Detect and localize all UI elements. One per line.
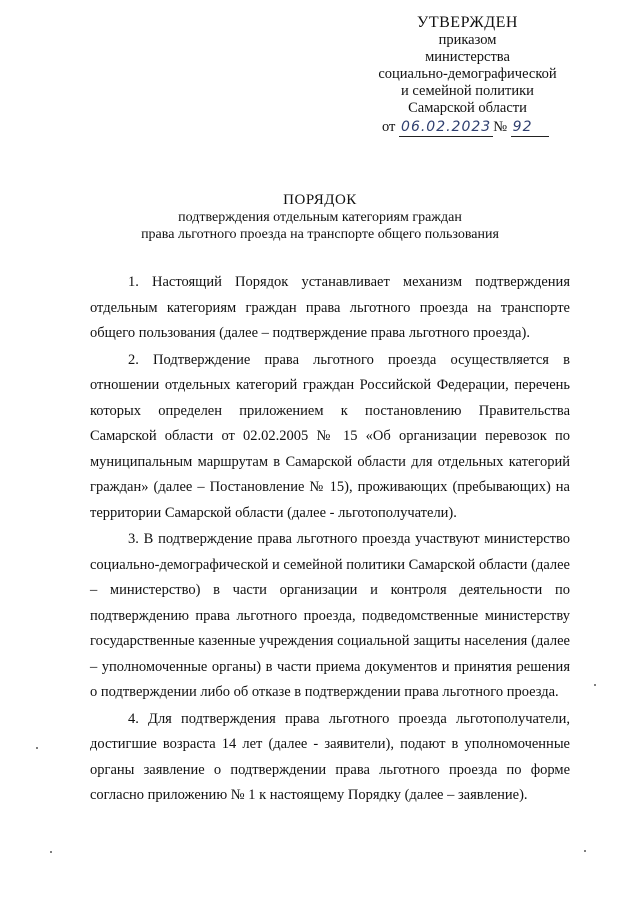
approval-line: социально-демографической [378,66,557,82]
paragraph-4: 4. Для подтверждения права льготного проезда льготополучатели, достигшие возраста 14 лет (далее - заявители), подают в уполномоченные органы заявление о подтверждении права льготного проезда по форме согласно приложению № 1 к настоящему Порядку (далее – заявление). [90,710,570,803]
title-main: ПОРЯДОК [283,192,357,208]
scan-speck [36,747,38,749]
paragraph-2: 2. Подтверждение права льготного проезда осуществляется в отношении отдельных категорий граждан Российской Федерации, перечень которых определен приложением к постановлению Правительства Самарской области от 02.02.2005 № 15 «Об организации перевозок по муниципальным маршрутам в Самарской области для отдельных категорий граждан» (далее – Постановление № 15), проживающих (пребывающих) на территории Самарской области (далее - льготополучатели). [90,351,570,521]
handwritten-date: 06.02.2023 [401,119,492,135]
approval-line: министерства [425,49,510,65]
approval-heading: УТВЕРЖДЕН [417,14,518,31]
document-body [90,270,570,810]
document-title [0,191,640,243]
scan-speck [594,684,596,686]
scan-speck [584,850,586,852]
scan-speck [50,851,52,853]
approval-line: и семейной политики [401,83,534,99]
approval-stamp [360,14,575,137]
approval-line: Самарской области [408,100,527,116]
paragraph-1: 1. Настоящий Порядок устанавливает механизм подтверждения отдельным категориям граждан права льготного проезда на транспорте общего пользования (далее – подтверждение права льготного проезда). [90,274,570,341]
handwritten-number: 92 [511,119,549,137]
number-sign: № [493,119,508,135]
approval-date-line [360,119,575,137]
title-line-1: подтверждения отдельным категориям граждан [178,210,462,225]
date-prefix: от [382,119,396,135]
approval-line: приказом [438,32,497,48]
paragraph-3: 3. В подтверждение права льготного проезда участвуют министерство социально-демографической и семейной политики Самарской области (далее – министерство) в части организации и контроля деятельности по подтверждению права льготного проезда, подведомственные министерству государственные казенные учреждения социальной защиты населения (далее – уполномоченные органы) в части приема документов и принятия решения о подтверждении либо об отказе в подтверждении права льготного проезда. [90,531,570,700]
title-line-2: права льготного проезда на транспорте общего пользования [141,227,499,242]
